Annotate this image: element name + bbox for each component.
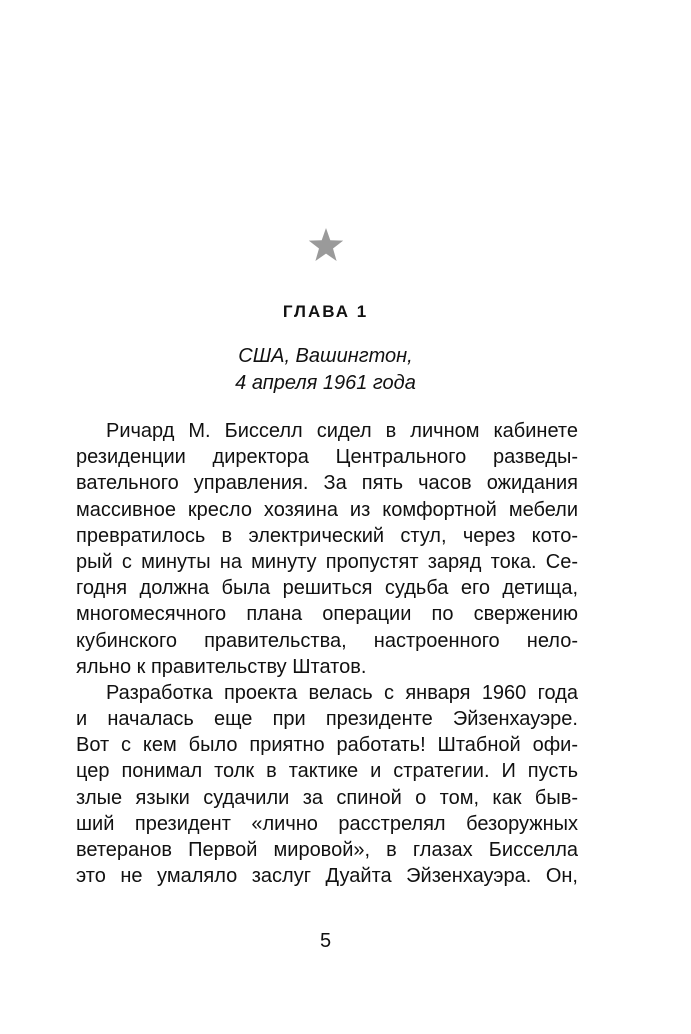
text-line: Разработка проекта велась с января 1960 года [106,681,578,704]
chapter-title: ГЛАВА 1 [282,302,369,321]
text-line: Вот с кем было приятно работать! Штабной офи- [76,734,578,757]
text-line: Ричард М. Бисселл сидел в личном кабинете [106,420,578,442]
text-line: многомесячного плана операции по свержению [76,603,578,626]
text-line: злые языки судачили за спиной о том, как быв- [76,786,578,809]
text-line: кубинского правительства, настроенного нело- [76,629,578,652]
text-line: резиденции директора Центрального разведы- [76,446,578,469]
text-line: и началась еще при президенте Эйзенхауэре. [76,708,578,731]
text-line: ветеранов Первой мировой», в глазах Бисселла [76,839,578,861]
text-line: яльно к правительству Штатов. [76,655,367,678]
date-line: 4 апреля 1961 года [235,372,416,394]
text-line: рый с минуты на минуту пропустят заряд тока. Се- [76,550,578,573]
page-number: 5 [319,930,332,952]
text-line: цер понимал толк в тактике и стратегии. И пусть [76,760,578,783]
text-line: годня должна была решиться судьба его детища, [76,577,578,600]
location-line-1: США, Вашингтон, [238,345,413,367]
star-icon [308,228,344,262]
text-line: это не умаляло заслуг Дуайта Эйзенхауэра. Он, [76,865,578,888]
text-line: вательного управления. За пять часов ожидания [76,472,578,495]
body-text [76,418,578,889]
text-line: ший президент «лично расстрелял безоружных [76,812,578,835]
text-line: превратилось в электрический стул, через кото- [76,524,578,547]
text-line: массивное кресло хозяина из комфортной мебели [76,498,578,521]
